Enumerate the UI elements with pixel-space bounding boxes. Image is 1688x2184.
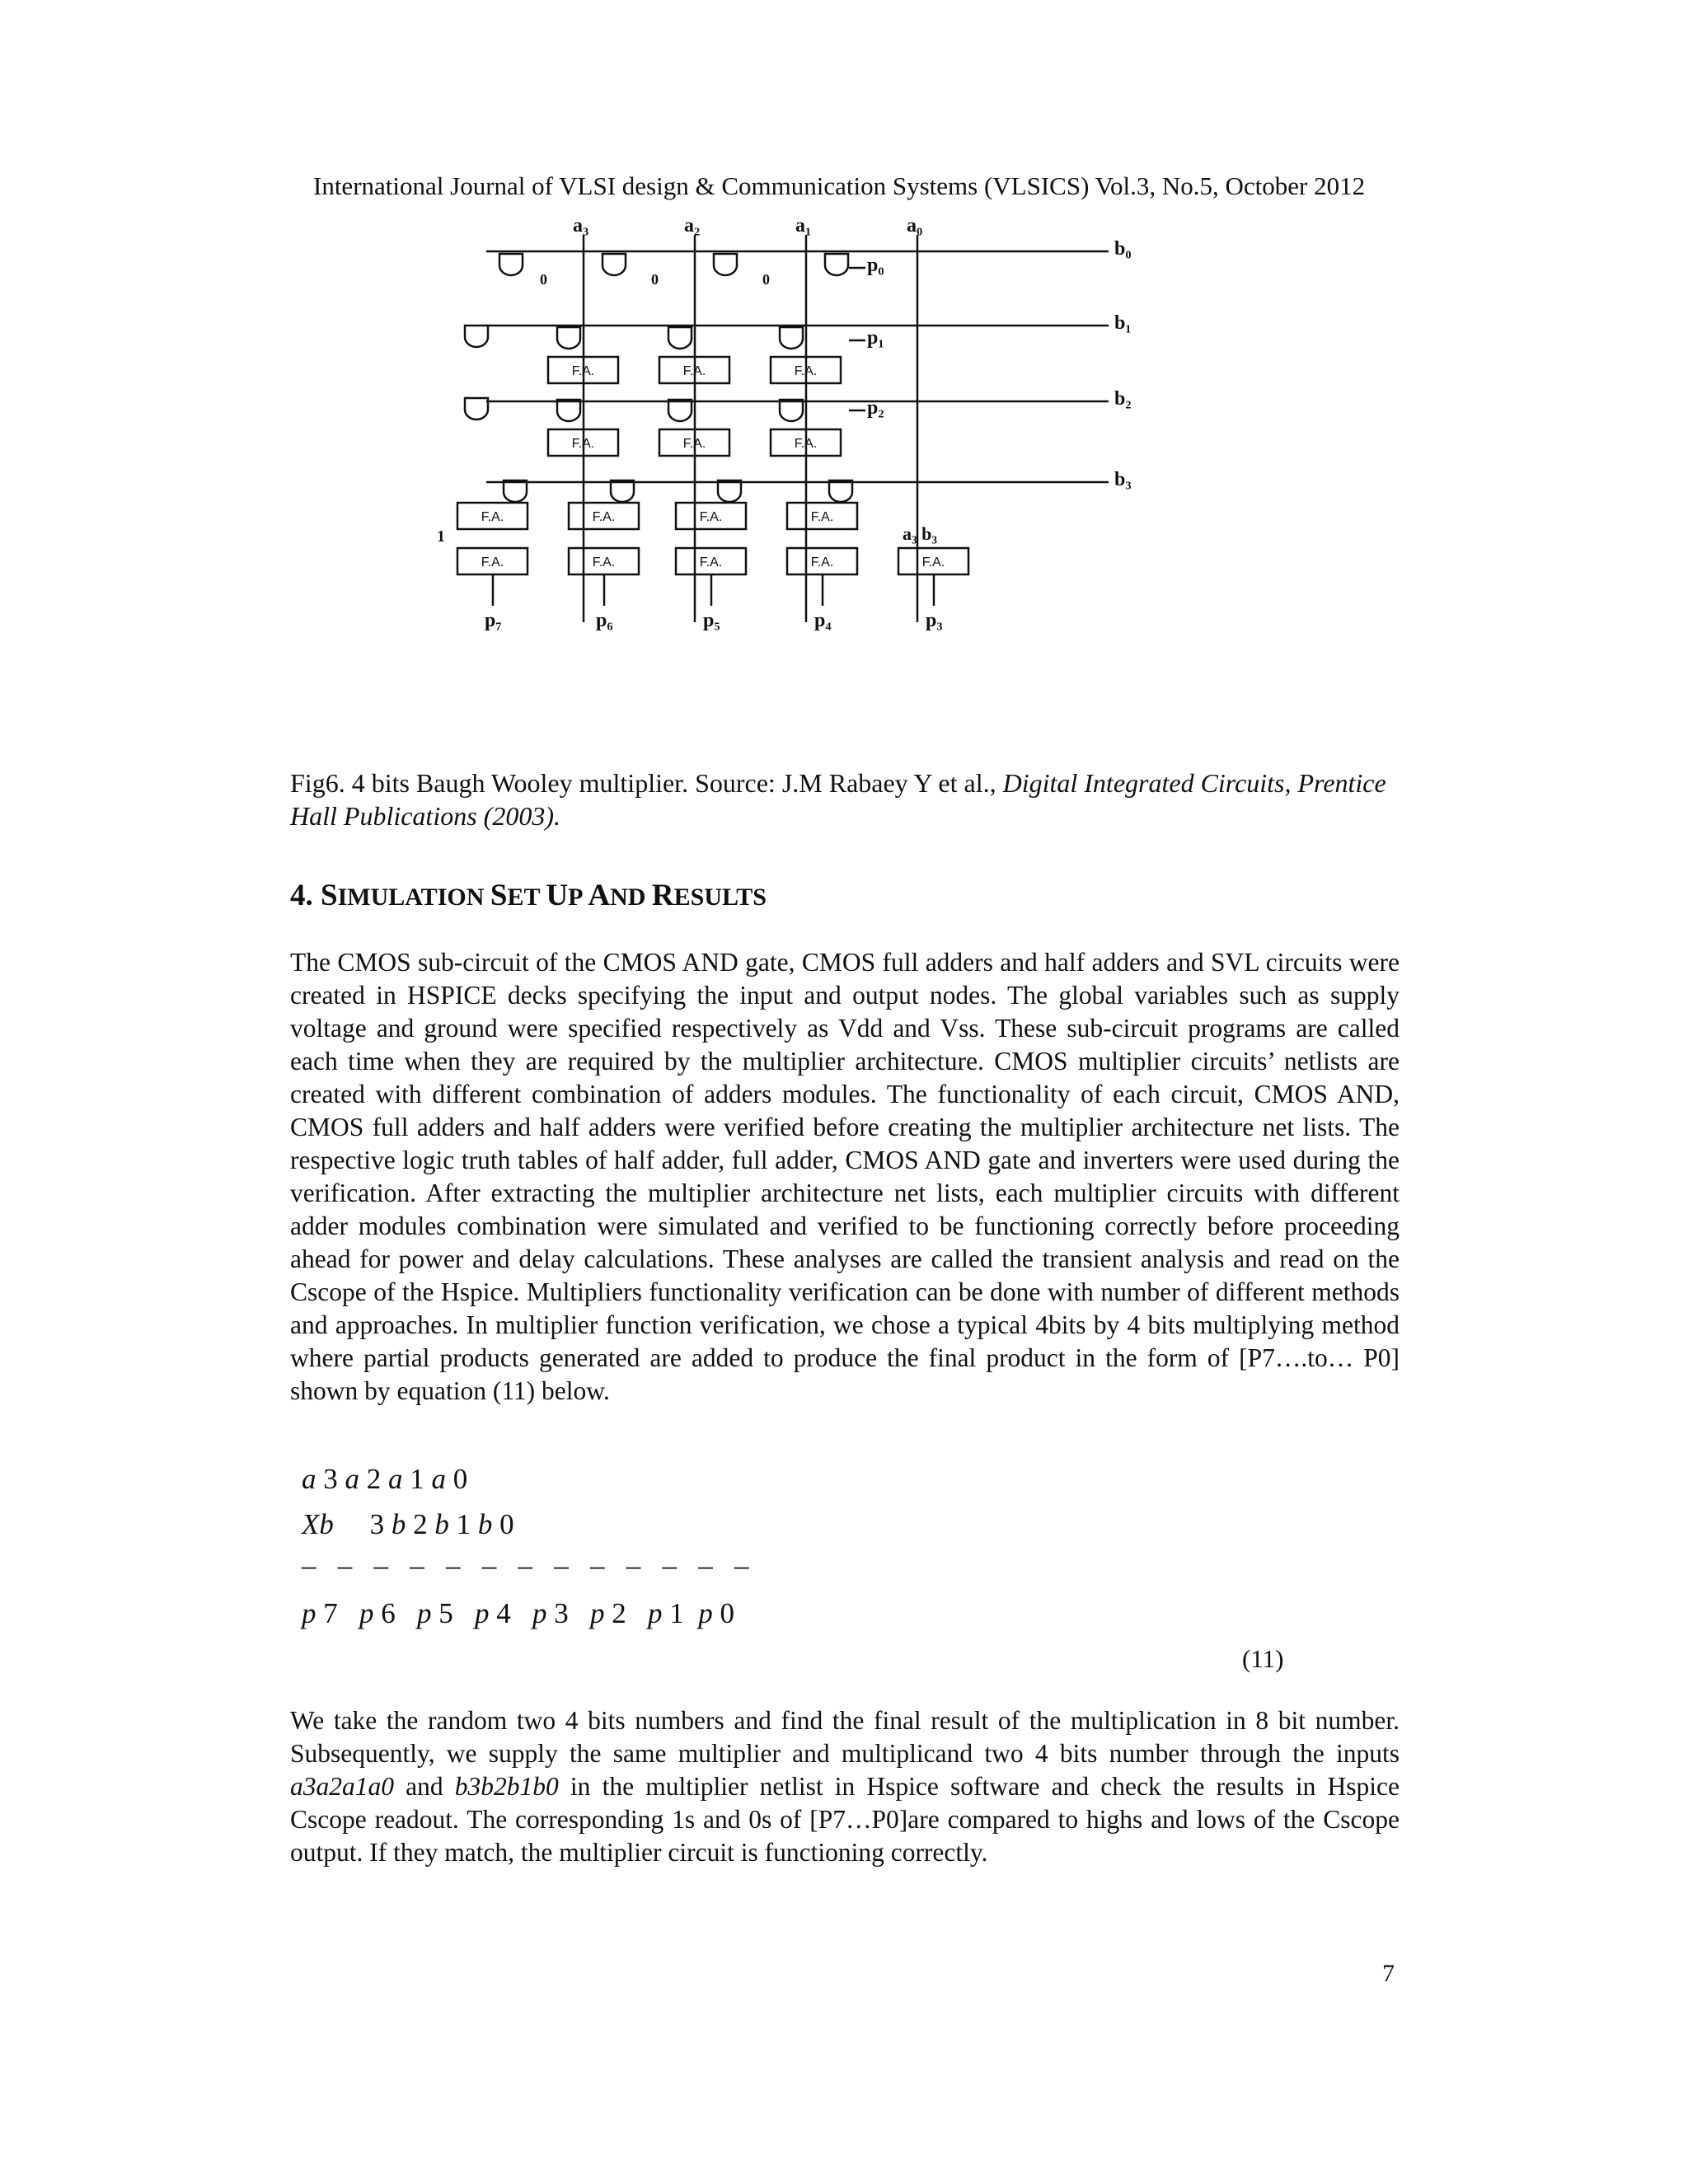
equation-index: 4 (489, 1597, 532, 1629)
b-input-label: b₁ (1114, 312, 1132, 334)
and-gate-icon (603, 254, 626, 275)
caption-source-italic: Digital Integrated Circuits, Prentice Hall Publications (2003). (290, 768, 1386, 831)
equation-variable: a (302, 1463, 316, 1495)
equation-variable: p (302, 1597, 316, 1629)
full-adder-label: F.A. (699, 510, 723, 524)
equation-index: 0 (446, 1463, 468, 1495)
equation-variable: p (532, 1597, 547, 1629)
para2-text-a: We take the random two 4 bits numbers and find the final result of the multiplication in 8 bit number. Subsequently, we supply the same multiplier and multiplicand two 4 bits number through the inputs (290, 1706, 1400, 1768)
equation-variable: p (648, 1597, 663, 1629)
and-gate-icon (668, 327, 692, 349)
a-input-label: a₂ (684, 218, 701, 237)
section-title-initial: R (651, 879, 674, 912)
full-adder-label: F.A. (699, 555, 723, 569)
input-a-bits: a3a2a1a0 (290, 1772, 394, 1801)
full-adder-label: F.A. (794, 364, 818, 378)
and-gate-icon (718, 480, 741, 502)
running-header: International Journal of VLSI design & Communication Systems (VLSICS) Vol.3, No.5, October 2012 (313, 171, 1366, 200)
and-gate-icon (465, 398, 488, 419)
section-heading (290, 878, 767, 913)
section-title-rest: ESULTS (673, 883, 767, 911)
and-gate-icon (829, 480, 852, 502)
p-output-label: p₇ (485, 610, 502, 631)
p-output-label: p₆ (596, 610, 613, 631)
p-output-label: p₂ (867, 397, 884, 419)
full-adder-label: F.A. (810, 555, 834, 569)
caption-text: Fig6. 4 bits Baugh Wooley multiplier. Source: J.M Rabaey Y et al., (290, 768, 1003, 798)
equation-variable: a (345, 1463, 359, 1495)
and-gate-icon (611, 480, 634, 502)
zero-input: 0 (762, 271, 770, 288)
equation-variable: p (417, 1597, 432, 1629)
full-adder-label: F.A. (481, 555, 504, 569)
a-input-label: a₀ (907, 218, 923, 237)
equation-variable: b (477, 1508, 493, 1540)
full-adder-label: F.A. (921, 555, 945, 569)
equation-variable: p (698, 1597, 713, 1629)
para2-text-c: in the multiplier netlist in Hspice software and check the results in Hspice Cscope readout. The corresponding 1s and 0s of [P7…P0]are compared to highs and lows of the Cscope output. If they match, the multiplier circuit is functioning correctly. (290, 1772, 1400, 1867)
equation-index: 3 (333, 1508, 392, 1540)
full-adder-label: F.A. (592, 555, 616, 569)
p-output-label: p₀ (867, 255, 884, 276)
zero-input: 0 (540, 271, 547, 288)
equation-index: 0 (712, 1597, 734, 1629)
equation-separator: – – – – – – – – – – – – – (302, 1549, 749, 1582)
section-number: 4. (290, 879, 321, 912)
b-input-label: b₃ (1114, 469, 1132, 490)
para2-text-b: and (394, 1772, 455, 1801)
baugh-wooley-multiplier-diagram (437, 218, 1212, 746)
equation-index: 0 (492, 1508, 514, 1540)
section-title-rest: IMULATION (337, 883, 490, 911)
full-adder-label: F.A. (571, 364, 595, 378)
full-adder-label: F.A. (682, 364, 706, 378)
equation-variable: a (388, 1463, 403, 1495)
equation-index: 7 (316, 1597, 359, 1629)
section-title-rest: ND (610, 883, 652, 911)
equation-variable: p (359, 1597, 374, 1629)
a-input-label: a₁ (795, 218, 812, 237)
and-gate-icon (504, 480, 527, 502)
and-gate-icon (465, 326, 488, 347)
section-title-initial: S (321, 879, 338, 912)
and-gate-icon (557, 400, 580, 421)
equation-variable: b (391, 1508, 406, 1540)
equation-index: 6 (373, 1597, 417, 1629)
p-output-label: p₅ (703, 610, 720, 631)
body-paragraph-1: The CMOS sub-circuit of the CMOS AND gate, CMOS full adders and half adders and SVL circuits were created in HSPICE decks specifying the input and output nodes. The global variables such as supply voltage and ground were specified respectively as Vdd and Vss. These sub-circuit programs are called each time when they are required by the multiplier architecture. CMOS multiplier circuits’ netlists are created with different combination of adders modules. The functionality of each circuit, CMOS AND, CMOS full adders and half adders were verified before creating the multiplier architecture net lists. The respective logic truth tables of half adder, full adder, CMOS AND gate and inverters were used during the verification. After extracting the multiplier architecture net lists, each multiplier circuits with different adder modules combination were simulated and verified to be functioning correctly before proceeding ahead for power and delay calculations. These analyses are called the transient analysis and read on the Cscope of the Hspice. Multipliers functionality verification can be done with number of different methods and approaches. In multiplier function verification, we chose a typical 4bits by 4 bits multiplying method where partial products generated are added to produce the final product in the form of [P7….to… P0] shown by equation (11) below. (290, 948, 1400, 1405)
equation-variable: p (475, 1597, 490, 1629)
full-adder-label: F.A. (481, 510, 504, 524)
equation-index: 1 (662, 1597, 699, 1629)
page-number: 7 (1382, 1960, 1395, 1987)
and-gate-icon (499, 254, 523, 275)
section-title-initial: A (588, 879, 611, 912)
full-adder-label: F.A. (682, 437, 706, 451)
equation-index: 2 (406, 1508, 435, 1540)
figure-caption (290, 766, 1400, 832)
equation-product-row (302, 1597, 734, 1630)
and-gate-icon (557, 327, 580, 349)
section-title-rest: P (568, 883, 588, 911)
equation-number: (11) (1242, 1644, 1284, 1673)
section-title-initial: U (546, 879, 569, 912)
p-output-label: p₄ (814, 610, 832, 631)
equation-index: 3 (546, 1597, 590, 1629)
one-input: 1 (437, 527, 445, 546)
equation-variable: a (431, 1463, 446, 1495)
body-paragraph-2 (290, 1704, 1400, 1869)
section-title-rest: ET (507, 883, 546, 911)
equation-multiplicand-row (302, 1463, 467, 1496)
equation-multiplier-row (302, 1508, 514, 1541)
equation-term: Xb (302, 1508, 334, 1540)
zero-input: 0 (651, 271, 659, 288)
and-gate-icon (780, 400, 803, 421)
b-input-label: b₀ (1114, 238, 1132, 260)
full-adder-label: F.A. (592, 510, 616, 524)
and-gate-icon (668, 400, 692, 421)
full-adder-label: F.A. (810, 510, 834, 524)
a-input-label: a₃ (573, 218, 589, 237)
b-input-label: b₂ (1114, 388, 1132, 410)
equation-index: 5 (431, 1597, 475, 1629)
equation-index: 2 (604, 1597, 648, 1629)
p-output-label: p₁ (867, 327, 884, 349)
and-gate-icon (780, 327, 803, 349)
equation-variable: b (434, 1508, 449, 1540)
input-b-bits: b3b2b1b0 (454, 1772, 559, 1801)
corner-input-label: a₃ b₃ (903, 523, 937, 544)
equation-index: 2 (359, 1463, 388, 1495)
equation-index: 1 (448, 1508, 478, 1540)
and-gate-icon (714, 254, 737, 275)
full-adder-label: F.A. (794, 437, 818, 451)
equation-variable: p (590, 1597, 605, 1629)
and-gate-icon (825, 254, 848, 275)
equation-index: 3 (316, 1463, 345, 1495)
equation-index: 1 (402, 1463, 432, 1495)
section-title-initial: S (490, 879, 508, 912)
full-adder-label: F.A. (571, 437, 595, 451)
p-output-label: p₃ (926, 610, 943, 631)
